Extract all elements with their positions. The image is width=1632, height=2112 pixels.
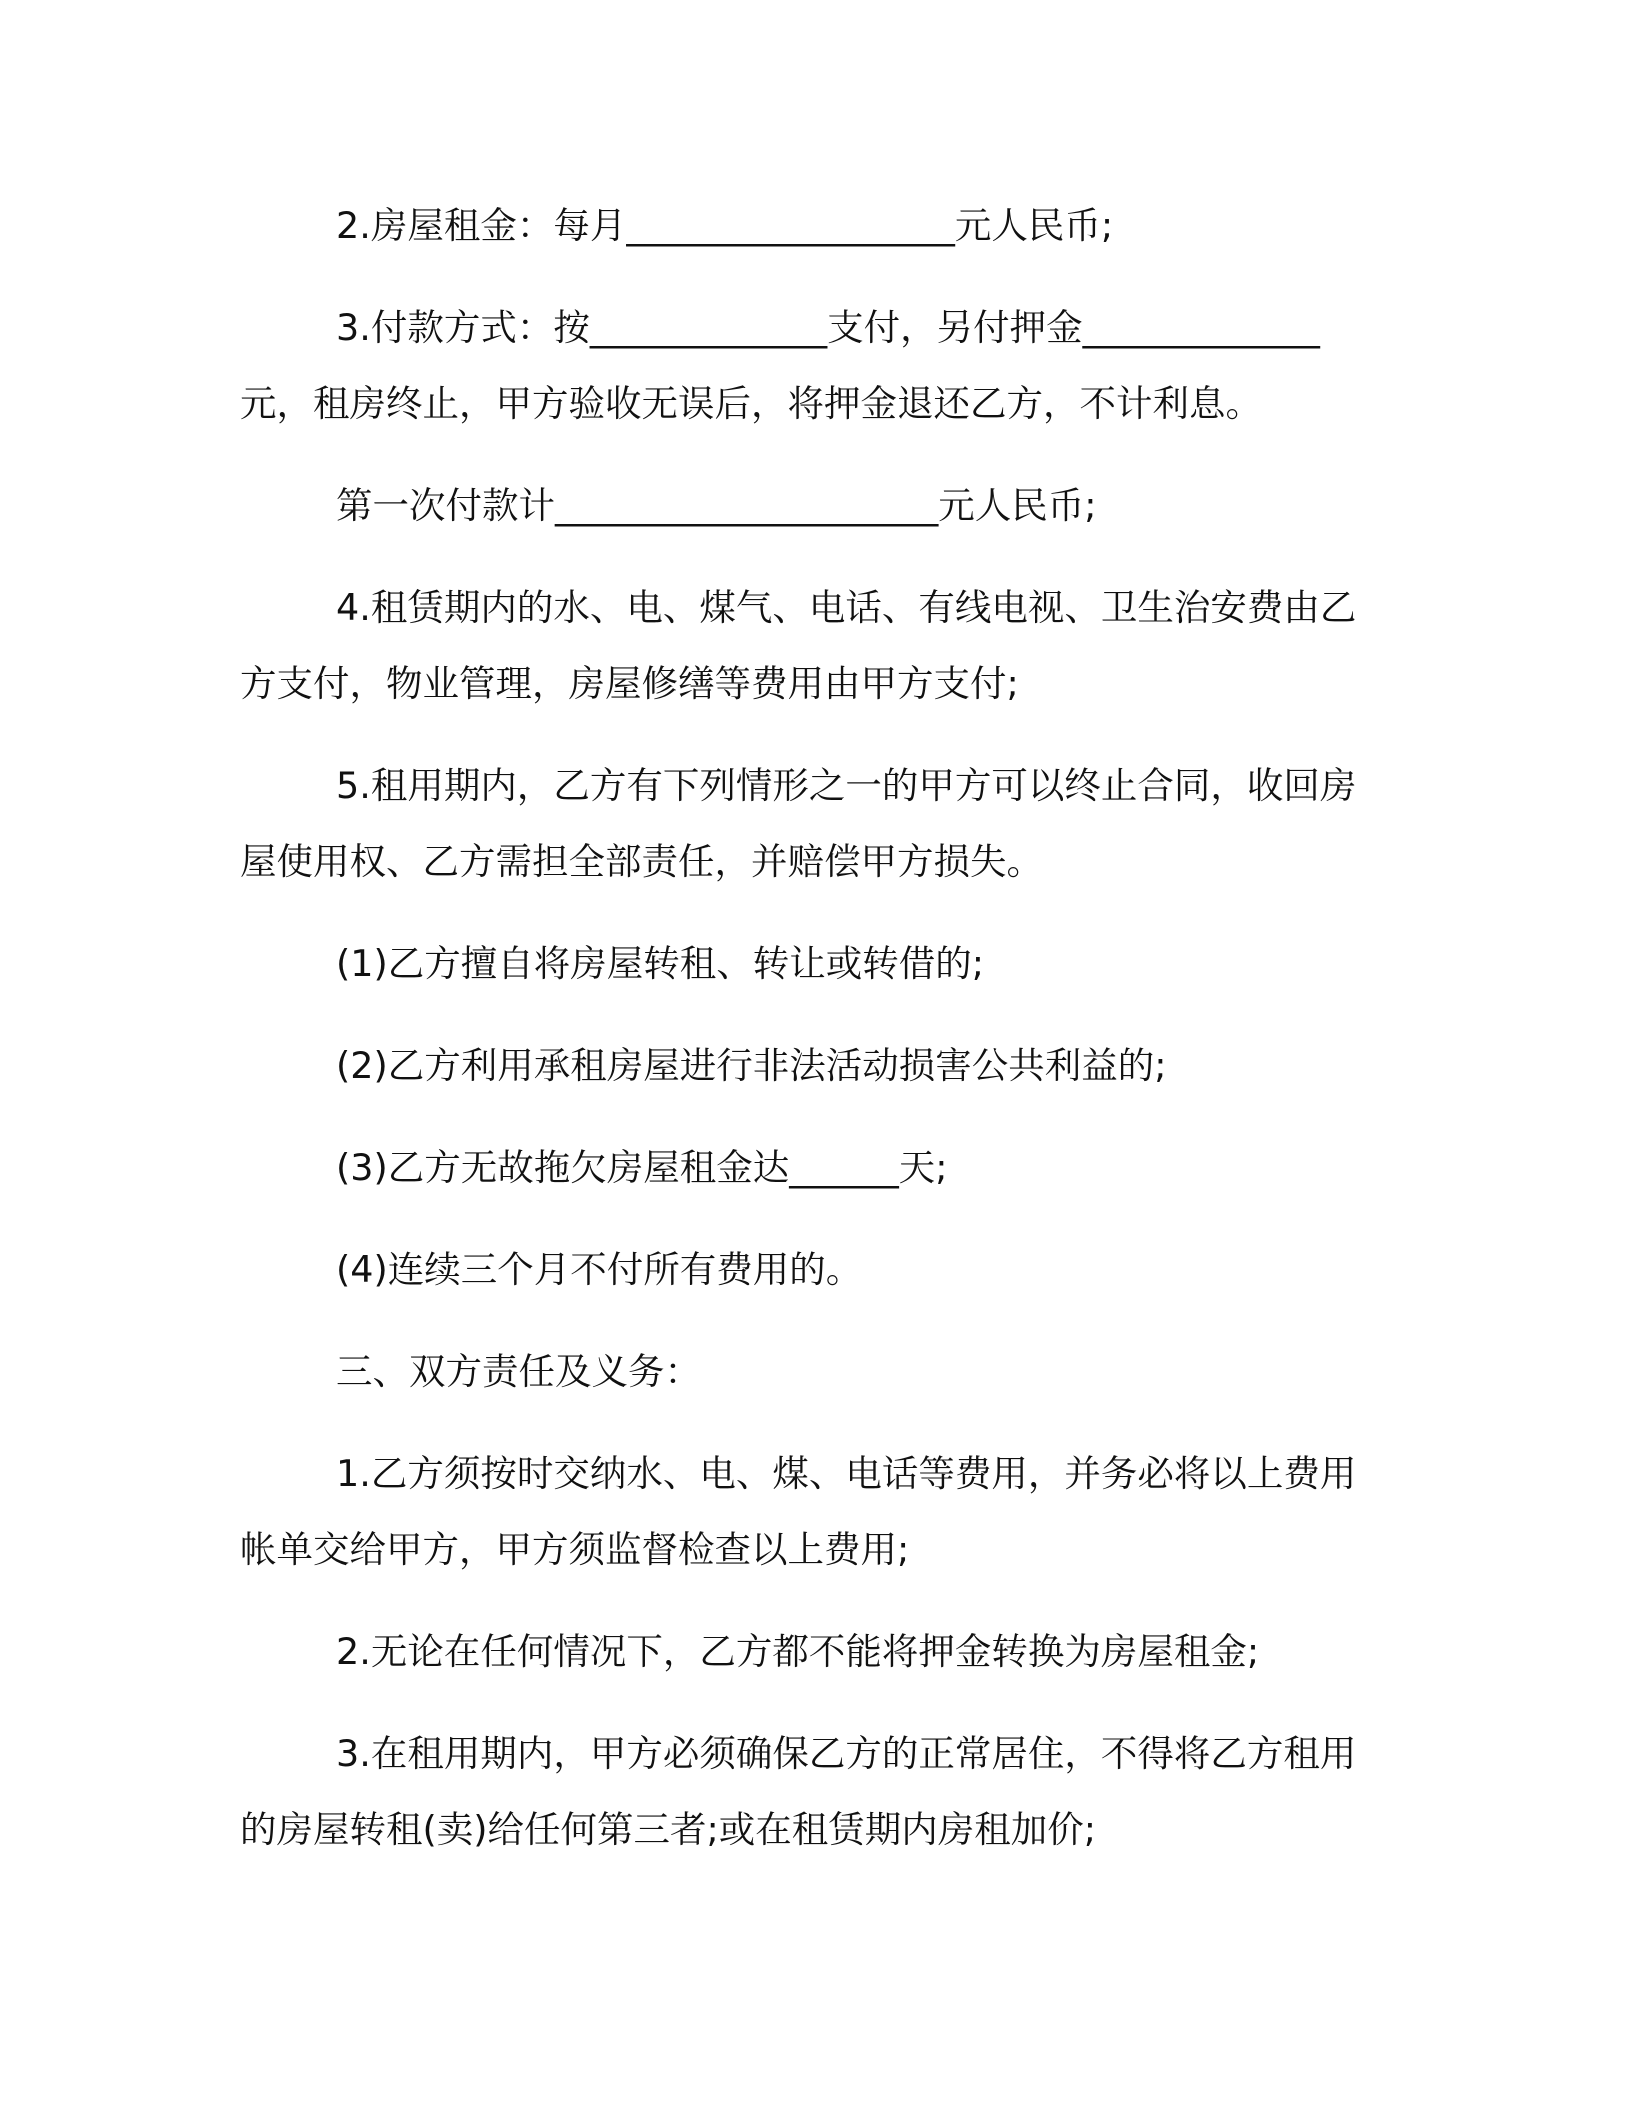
paragraph-line: (1)乙方擅自将房屋转租、转让或转借的; (336, 942, 984, 985)
section-title: 三、双方责任及义务： (336, 1350, 701, 1393)
paragraph-line: 的房屋转租(卖)给任何第三者;或在租赁期内房租加价; (240, 1808, 1097, 1851)
paragraph-line: (4)连续三个月不付所有费用的。 (336, 1248, 863, 1291)
paragraph-line: (3)乙方无故拖欠房屋租金达______天; (336, 1146, 948, 1189)
paragraph-line: (2)乙方利用承租房屋进行非法活动损害公共利益的; (336, 1044, 1167, 1087)
paragraph-line: 2.房屋租金：每月__________________元人民币; (336, 204, 1114, 247)
paragraph-line: 3.付款方式：按_____________支付，另付押金_____________ (336, 306, 1320, 349)
paragraph-line: 5.租用期内，乙方有下列情形之一的甲方可以终止合同，收回房 (336, 764, 1357, 807)
paragraph-line: 屋使用权、乙方需担全部责任，并赔偿甲方损失。 (240, 840, 1043, 883)
paragraph-line: 第一次付款计_____________________元人民币; (336, 484, 1097, 527)
first-payment-clause (240, 468, 1370, 544)
utilities-clause (240, 570, 1370, 722)
paragraph-line: 方支付，物业管理，房屋修缮等费用由甲方支付; (240, 662, 1019, 705)
rent-amount-clause (240, 188, 1370, 264)
duty-clause-3 (240, 1716, 1370, 1868)
section-heading (240, 1334, 1370, 1410)
payment-method-clause (240, 290, 1370, 442)
termination-item-1 (240, 926, 1370, 1002)
termination-item-4 (240, 1232, 1370, 1308)
paragraph-line: 3.在租用期内，甲方必须确保乙方的正常居住，不得将乙方租用 (336, 1732, 1357, 1775)
duty-clause-2 (240, 1614, 1370, 1690)
termination-clause (240, 748, 1370, 900)
paragraph-line: 帐单交给甲方，甲方须监督检查以上费用; (240, 1528, 910, 1571)
termination-item-3 (240, 1130, 1370, 1206)
paragraph-line: 2.无论在任何情况下，乙方都不能将押金转换为房屋租金; (336, 1630, 1260, 1673)
paragraph-line: 4.租赁期内的水、电、煤气、电话、有线电视、卫生治安费由乙 (336, 586, 1357, 629)
duty-clause-1 (240, 1436, 1370, 1588)
termination-item-2 (240, 1028, 1370, 1104)
paragraph-line: 1.乙方须按时交纳水、电、煤、电话等费用，并务必将以上费用 (336, 1452, 1357, 1495)
paragraph-line: 元，租房终止，甲方验收无误后，将押金退还乙方，不计利息。 (240, 382, 1262, 425)
